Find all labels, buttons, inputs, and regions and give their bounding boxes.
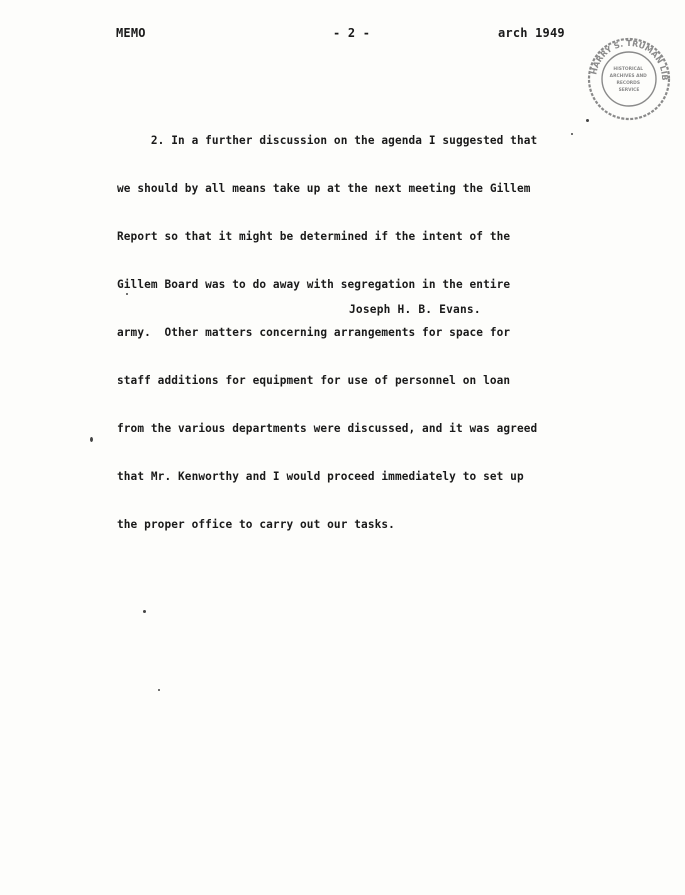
scan-speck: [586, 119, 589, 122]
memo-label: MEMO: [116, 26, 146, 40]
paragraph-line: from the various departments were discussed, and it was agreed: [117, 422, 538, 435]
scan-speck: [143, 610, 146, 613]
scan-speck: [571, 133, 573, 135]
paragraph-line: that Mr. Kenworthy and I would proceed immediately to set up: [117, 470, 524, 483]
paragraph-line: staff additions for equipment for use of personnel on loan: [117, 374, 511, 387]
paragraph-line: 2. In a further discussion on the agenda I suggested that: [117, 134, 538, 147]
paragraph-line: we should by all means take up at the next meeting the Gillem: [117, 182, 531, 195]
signature: Joseph H. B. Evans.: [349, 303, 481, 316]
svg-text:HARRY S. TRUMAN LIBRARY: HARRY S. TRUMAN LIB: [589, 38, 670, 81]
memo-date: arch 1949: [498, 26, 565, 40]
svg-text:HISTORICAL ARCHIVES AN: HISTORICAL ARCHIVES AND RECORDS SERVICE: [609, 67, 647, 93]
paragraph-line: army. Other matters concerning arrangements for space for: [117, 326, 511, 339]
memo-paragraph: [117, 101, 587, 565]
scan-speck: [126, 293, 128, 295]
scan-speck: [158, 689, 160, 691]
scan-speck: [90, 437, 93, 442]
paragraph-line: the proper office to carry out our tasks.: [117, 518, 395, 531]
paragraph-line: Gillem Board was to do away with segregation in the entire: [117, 278, 511, 291]
archive-stamp-icon: [586, 36, 672, 122]
paragraph-line: Report so that it might be determined if the intent of the: [117, 230, 511, 243]
page-number: - 2 -: [333, 26, 371, 40]
